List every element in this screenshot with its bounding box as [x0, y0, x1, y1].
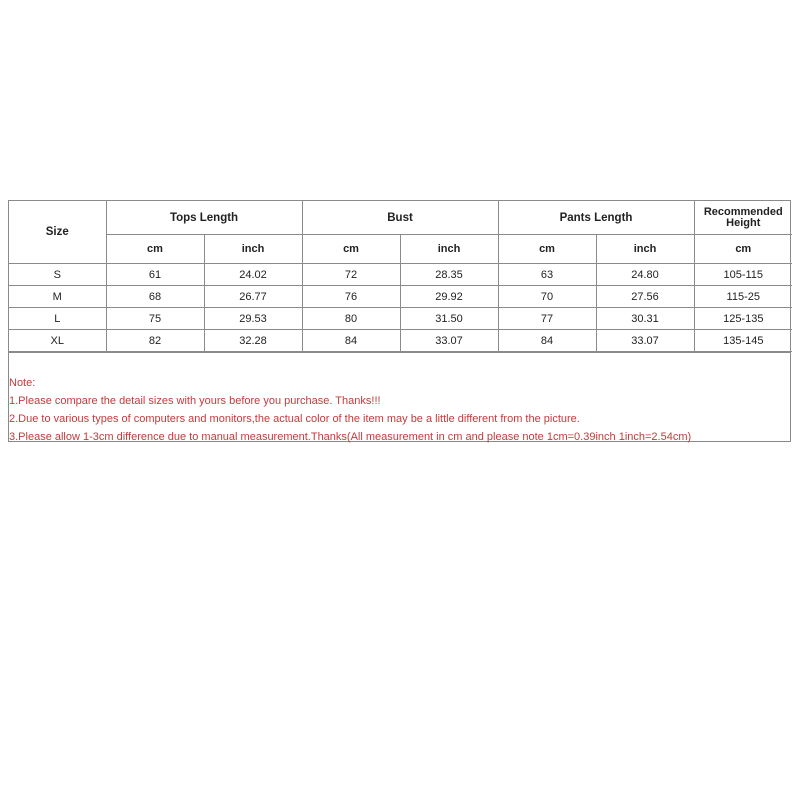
table-cell: 75: [106, 308, 204, 330]
table-cell: 84: [498, 330, 596, 352]
unit-header: inch: [400, 235, 498, 264]
table-cell: 135-145: [694, 330, 792, 352]
table-cell: 115-25: [694, 286, 792, 308]
table-cell: L: [9, 308, 106, 330]
table-cell: 77: [498, 308, 596, 330]
table-cell: 80: [302, 308, 400, 330]
table-cell: 31.50: [400, 308, 498, 330]
note-title: Note:: [9, 377, 36, 389]
table-cell: M: [9, 286, 106, 308]
table-cell: 72: [302, 264, 400, 286]
unit-header: cm: [694, 235, 792, 264]
table-cell: 29.53: [204, 308, 302, 330]
table-cell: 29.92: [400, 286, 498, 308]
table-cell: S: [9, 264, 106, 286]
size-table: [9, 201, 792, 352]
header-row-units: [9, 235, 792, 264]
tops-length-header: Tops Length: [106, 201, 302, 235]
unit-header: cm: [302, 235, 400, 264]
table-row: [9, 308, 792, 330]
table-cell: 24.80: [596, 264, 694, 286]
table-cell: 70: [498, 286, 596, 308]
table-cell: 32.28: [204, 330, 302, 352]
note-line: 2.Due to various types of computers and monitors,the actual color of the item may be a little different from the picture.: [9, 413, 580, 425]
unit-header: cm: [106, 235, 204, 264]
table-cell: XL: [9, 330, 106, 352]
table-cell: 27.56: [596, 286, 694, 308]
table-row: [9, 330, 792, 352]
table-cell: 33.07: [596, 330, 694, 352]
unit-header: inch: [204, 235, 302, 264]
table-cell: 76: [302, 286, 400, 308]
notes-section: [9, 352, 790, 441]
bust-header: Bust: [302, 201, 498, 235]
table-cell: 63: [498, 264, 596, 286]
recommended-height-header: Recommended Height: [694, 201, 792, 235]
note-line: 1.Please compare the detail sizes with yours before you purchase. Thanks!!!: [9, 395, 381, 407]
pants-length-header: Pants Length: [498, 201, 694, 235]
table-row: [9, 264, 792, 286]
header-row-groups: [9, 201, 792, 235]
table-cell: 33.07: [400, 330, 498, 352]
size-chart: [8, 200, 791, 442]
table-cell: 61: [106, 264, 204, 286]
table-cell: 82: [106, 330, 204, 352]
table-cell: 105-115: [694, 264, 792, 286]
table-cell: 84: [302, 330, 400, 352]
table-cell: 125-135: [694, 308, 792, 330]
table-row: [9, 286, 792, 308]
note-line: 3.Please allow 1-3cm difference due to manual measurement.Thanks(All measurement in cm and please note 1cm=0.39inch 1inch=2.54cm): [9, 431, 692, 443]
table-cell: 24.02: [204, 264, 302, 286]
table-cell: 30.31: [596, 308, 694, 330]
size-header: Size: [9, 201, 106, 264]
unit-header: cm: [498, 235, 596, 264]
table-cell: 28.35: [400, 264, 498, 286]
table-cell: 68: [106, 286, 204, 308]
unit-header: inch: [596, 235, 694, 264]
table-cell: 26.77: [204, 286, 302, 308]
